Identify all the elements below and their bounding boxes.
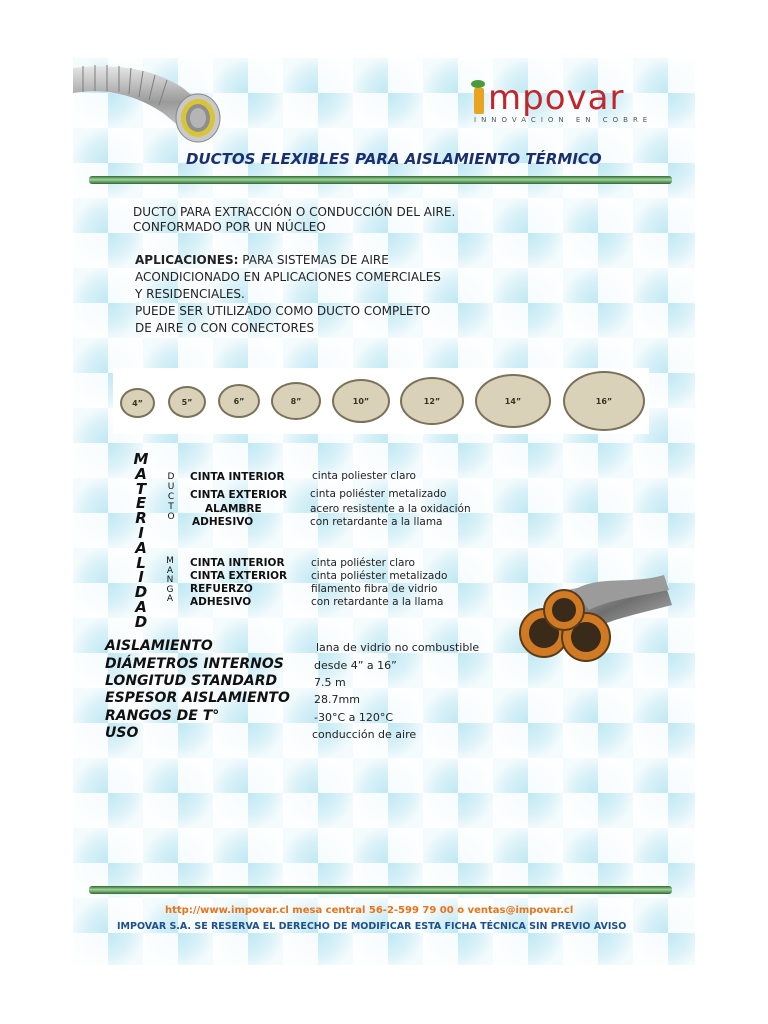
ducto-material-value: cinta poliester claro [312, 470, 416, 482]
intro-line-1: DUCTO PARA EXTRACCIÓN O CONDUCCIÓN DEL AIRE. [133, 205, 456, 219]
manga-material-value: cinta poliéster metalizado [311, 570, 448, 582]
spec-label: RANGOS DE T° [105, 708, 220, 724]
spec-value: desde 4” a 16” [314, 659, 397, 672]
vertical-letter: L [136, 553, 146, 572]
logo-tagline: INNOVACION EN COBRE [474, 116, 653, 124]
vertical-letter: N [166, 575, 174, 585]
intro-text [133, 205, 455, 235]
diameter-circle: 4” [120, 388, 155, 418]
manga-material-label: ADHESIVO [190, 596, 252, 608]
vertical-letter: A [135, 464, 147, 483]
spec-value: 7.5 m [314, 676, 346, 689]
vertical-letter: C [167, 492, 175, 502]
intro-line-2: CONFORMADO POR UN NÚCLEO [133, 220, 326, 234]
applications-text [135, 252, 441, 337]
diameter-circle: 16” [563, 371, 645, 431]
logo-dot-shape [471, 80, 485, 88]
spec-label: ESPESOR AISLAMIENTO [105, 690, 290, 706]
vertical-letter: I [138, 523, 144, 542]
applications-line-4: PUEDE SER UTILIZADO COMO DUCTO COMPLETO [135, 304, 431, 318]
vertical-letter: D [134, 612, 148, 631]
manga-material-label: CINTA INTERIOR [190, 557, 285, 569]
ducto-material-value: acero resistente a la oxidación [310, 503, 471, 515]
spec-value: conducción de aire [312, 728, 417, 741]
diameter-circle: 14” [475, 374, 551, 428]
logo-wordmark: mpovar [488, 78, 625, 118]
spec-value: 28.7mm [314, 693, 360, 706]
manga-material-value: cinta poliéster claro [311, 557, 415, 569]
vertical-letter: M [133, 450, 149, 468]
vertical-letter: A [166, 594, 174, 604]
insulated-duct-image [514, 575, 674, 670]
manga-vertical-label [164, 557, 176, 605]
vertical-letter: E [135, 494, 147, 513]
diameter-circle: 12” [400, 377, 464, 425]
manga-material-value: con retardante a la llama [311, 596, 444, 608]
applications-label: APLICACIONES: [135, 253, 239, 267]
page-title: DUCTOS FLEXIBLES PARA AISLAMIENTO TÉRMICO [186, 150, 602, 168]
spec-label: LONGITUD STANDARD [105, 673, 278, 689]
applications-line-1 [135, 252, 441, 269]
materialidad-vertical-label [133, 452, 149, 630]
applications-line-3: Y RESIDENCIALES. [135, 287, 245, 301]
footer-contact[interactable]: http://www.impovar.cl mesa central 56-2-599 79 00 o ventas@impovar.cl [165, 905, 574, 916]
flexible-duct-image [73, 58, 233, 148]
spec-value: -30°C a 120°C [314, 711, 394, 724]
ducto-material-label: CINTA EXTERIOR [190, 489, 288, 501]
manga-material-label: REFUERZO [190, 583, 253, 595]
vertical-letter: A [135, 538, 147, 557]
vertical-letter: T [168, 502, 174, 512]
top-divider-bar [89, 176, 672, 184]
ducto-material-value: cinta poliéster metalizado [310, 488, 447, 500]
vertical-letter: G [166, 584, 174, 595]
vertical-letter: I [138, 568, 144, 587]
ducto-material-label: ADHESIVO [192, 516, 254, 528]
diameter-sizes-strip [113, 368, 649, 434]
vertical-letter: R [135, 509, 147, 528]
diameter-circle: 6” [218, 384, 260, 418]
vertical-letter: M [166, 556, 174, 566]
vertical-letter: U [167, 482, 175, 492]
applications-line-5: DE AIRE O CON CONECTORES [135, 321, 315, 335]
vertical-letter: T [135, 479, 147, 498]
bottom-divider-bar [89, 886, 672, 894]
manga-material-value: filamento fibra de vidrio [311, 583, 438, 595]
manga-material-label: CINTA EXTERIOR [190, 570, 288, 582]
applications-line-2: ACONDICIONADO EN APLICACIONES COMERCIALES [135, 270, 441, 284]
diameter-circle: 8” [271, 382, 321, 420]
diameter-circle: 5” [168, 386, 206, 418]
spec-label: AISLAMIENTO [105, 638, 213, 654]
ducto-material-value: con retardante a la llama [310, 516, 443, 528]
spec-value: lana de vidrio no combustible [316, 641, 480, 654]
applications-text-1: PARA SISTEMAS DE AIRE [238, 253, 389, 267]
diameter-circle: 10” [332, 379, 390, 423]
vertical-letter: A [135, 597, 147, 616]
impovar-logo [470, 78, 670, 130]
vertical-letter: D [134, 583, 148, 602]
spec-label: DIÁMETROS INTERNOS [105, 656, 284, 672]
vertical-letter: A [166, 565, 174, 576]
ducto-vertical-label [165, 472, 177, 522]
logo-i-shape [474, 88, 484, 114]
footer-disclaimer: IMPOVAR S.A. SE RESERVA EL DERECHO DE MODIFICAR ESTA FICHA TÉCNICA SIN PREVIO AVISO [117, 921, 627, 932]
vertical-letter: O [167, 512, 175, 522]
ducto-material-label: ALAMBRE [205, 503, 262, 515]
ducto-material-label: CINTA INTERIOR [190, 471, 285, 483]
vertical-letter: D [167, 472, 175, 482]
spec-label: USO [105, 725, 139, 741]
